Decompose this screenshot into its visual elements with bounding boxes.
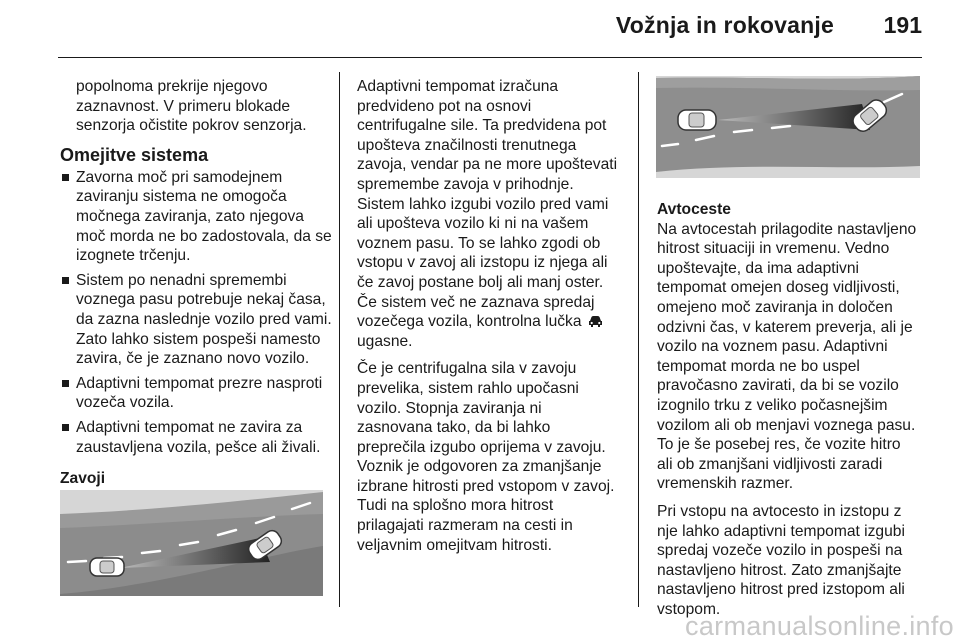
text-line xyxy=(357,312,629,332)
text-line: vstopu v zavoj ali izstopu iz njega ali xyxy=(357,254,608,272)
column-middle xyxy=(357,77,629,563)
text-line: Pri vstopu na avtocesto in izstopu z xyxy=(657,502,902,520)
paragraph-motorway-entry xyxy=(657,502,925,620)
header-rule xyxy=(58,57,922,58)
list-item: Adaptivni tempomat prezre nasproti vozeča vozila. xyxy=(60,374,332,413)
list-item: Zavorna moč pri samodejnem zaviranju sistema ne omogoča močnega zaviranja, zato njegova moč morda ne bo zadostovala, da se izognete trčenju. xyxy=(60,168,332,266)
text-line: nastavljeno hitrost. Zato zmanjšajte xyxy=(657,561,902,579)
paragraph-centrifugal xyxy=(357,359,629,555)
column-divider-left xyxy=(339,72,340,607)
own-car-icon xyxy=(90,558,124,576)
intro-paragraph xyxy=(60,77,332,136)
text-line: zavoja, vendar pa ne more upoštevati xyxy=(357,156,618,174)
list-item: Adaptivni tempomat ne zavira za zaustavljena vozila, pešce ali živali. xyxy=(60,418,332,457)
text-line: spredaj vozeče vozilo in pospeši na xyxy=(657,542,903,560)
page-number: 191 xyxy=(883,12,922,38)
column-right xyxy=(657,200,925,627)
text-line: omejeno moč zaviranja in določen xyxy=(657,298,893,316)
text-line: hitrost situaciji in vremenu. Vedno xyxy=(657,240,890,258)
text-line: spremembe zavoja v prihodnje. xyxy=(357,175,574,193)
text-line: pravočasno zavirati, da bi se vozilo xyxy=(657,377,899,395)
text-line: ugasne. xyxy=(357,332,413,350)
column-left xyxy=(60,77,332,489)
text-line: veljavnim omejitvam hitrosti. xyxy=(357,536,552,554)
text-segment: vozečega vozila, kontrolna lučka xyxy=(357,313,582,331)
text-line: izognilo trku z veliko počasnejšim xyxy=(657,396,888,414)
chapter-title: Vožnja in rokovanje xyxy=(615,12,834,38)
text-line: senzorja očistite pokrov senzorja. xyxy=(76,117,307,135)
text-line: Tudi na splošno mora hitrost xyxy=(357,497,554,515)
text-line: zasnovana tako, da bi lahko xyxy=(357,419,551,437)
limits-list xyxy=(60,168,332,457)
text-line: tempomat morda ne bo uspel xyxy=(657,357,860,375)
paragraph-motorways xyxy=(657,220,925,494)
curve-illustration xyxy=(60,490,323,596)
vehicle-ahead-indicator-icon xyxy=(588,315,603,328)
text-line: Adaptivni tempomat izračuna xyxy=(357,78,559,95)
text-line: centrifugalne sile. Ta predvidena pot xyxy=(357,117,607,135)
text-line: Če je centrifugalna sila v zavoju xyxy=(357,360,577,378)
text-line: vozilom ali ob menjavi voznega pasu. xyxy=(657,416,916,434)
watermark-link[interactable]: carmanualsonline.info xyxy=(685,611,954,641)
text-line: prilagajati razmeram na cesti in xyxy=(357,517,573,535)
text-line: ali upošteva vozilo ki ni na vašem xyxy=(357,215,589,233)
text-line: odzivni čas, v katerem preverja, ali je xyxy=(657,318,913,336)
text-line: vstopom. xyxy=(657,600,721,618)
text-line: predvideno pot na osnovi xyxy=(357,97,532,115)
column-divider-right xyxy=(638,72,639,607)
text-line: ali ob zmanjšani vidljivosti zaradi xyxy=(657,455,883,473)
text-line: To je še posebej res, če vozite hitro xyxy=(657,436,901,454)
list-item: Sistem po nenadni spremembi voznega pasu potrebuje nekaj časa, da zazna naslednje vozilo pred vami. Zato lahko sistem pospeši namesto zavira, če je zaznano novo vozilo. xyxy=(60,271,332,369)
text-line: vozilo. Stopnja zaviranja ni xyxy=(357,399,542,417)
road-curve-illustration xyxy=(656,76,920,178)
section-heading-system-limits: Omejitve sistema xyxy=(60,144,209,165)
text-line: prevelika, sistem rahlo upočasni xyxy=(357,379,579,397)
text-line: Če sistem več ne zaznava spredaj xyxy=(357,293,595,311)
text-line: zaznavnost. V primeru blokade xyxy=(76,97,291,115)
text-line: upošteva značilnosti trenutnega xyxy=(357,136,577,154)
text-line: Voznik je odgovoren za zmanjšanje xyxy=(357,458,602,476)
text-line: Na avtocestah prilagodite nastavljeno xyxy=(657,220,917,238)
text-line: če zavoj postane bolj ali manj oster. xyxy=(357,273,604,291)
text-line: popolnoma prekrije njegovo xyxy=(76,78,268,95)
text-line: vozilo na voznem pasu. Adaptivni xyxy=(657,338,888,356)
text-line: vremenskih razmer. xyxy=(657,475,794,493)
text-line: nastavljeno hitrost pred izstopom ali xyxy=(657,581,905,599)
section-heading-motorways: Avtoceste xyxy=(657,201,731,218)
paragraph-curves-prediction xyxy=(357,77,629,351)
text-line: voznem pasu. To se lahko zgodi ob xyxy=(357,234,601,252)
own-car-icon xyxy=(678,110,716,130)
text-line: preprečila izgubo oprijema v zavoju. xyxy=(357,438,606,456)
text-line: tempomat omejen doseg vidljivosti, xyxy=(657,279,900,297)
text-line: nje lahko adaptivni tempomat izgubi xyxy=(657,522,905,540)
text-line: izbrane hitrosti pred vstopom v zavoj. xyxy=(357,477,615,495)
section-heading-curves: Zavoji xyxy=(60,470,106,488)
text-line: Sistem lahko izgubi vozilo pred vami xyxy=(357,195,609,213)
text-line: upoštevajte, da ima adaptivni xyxy=(657,259,859,277)
